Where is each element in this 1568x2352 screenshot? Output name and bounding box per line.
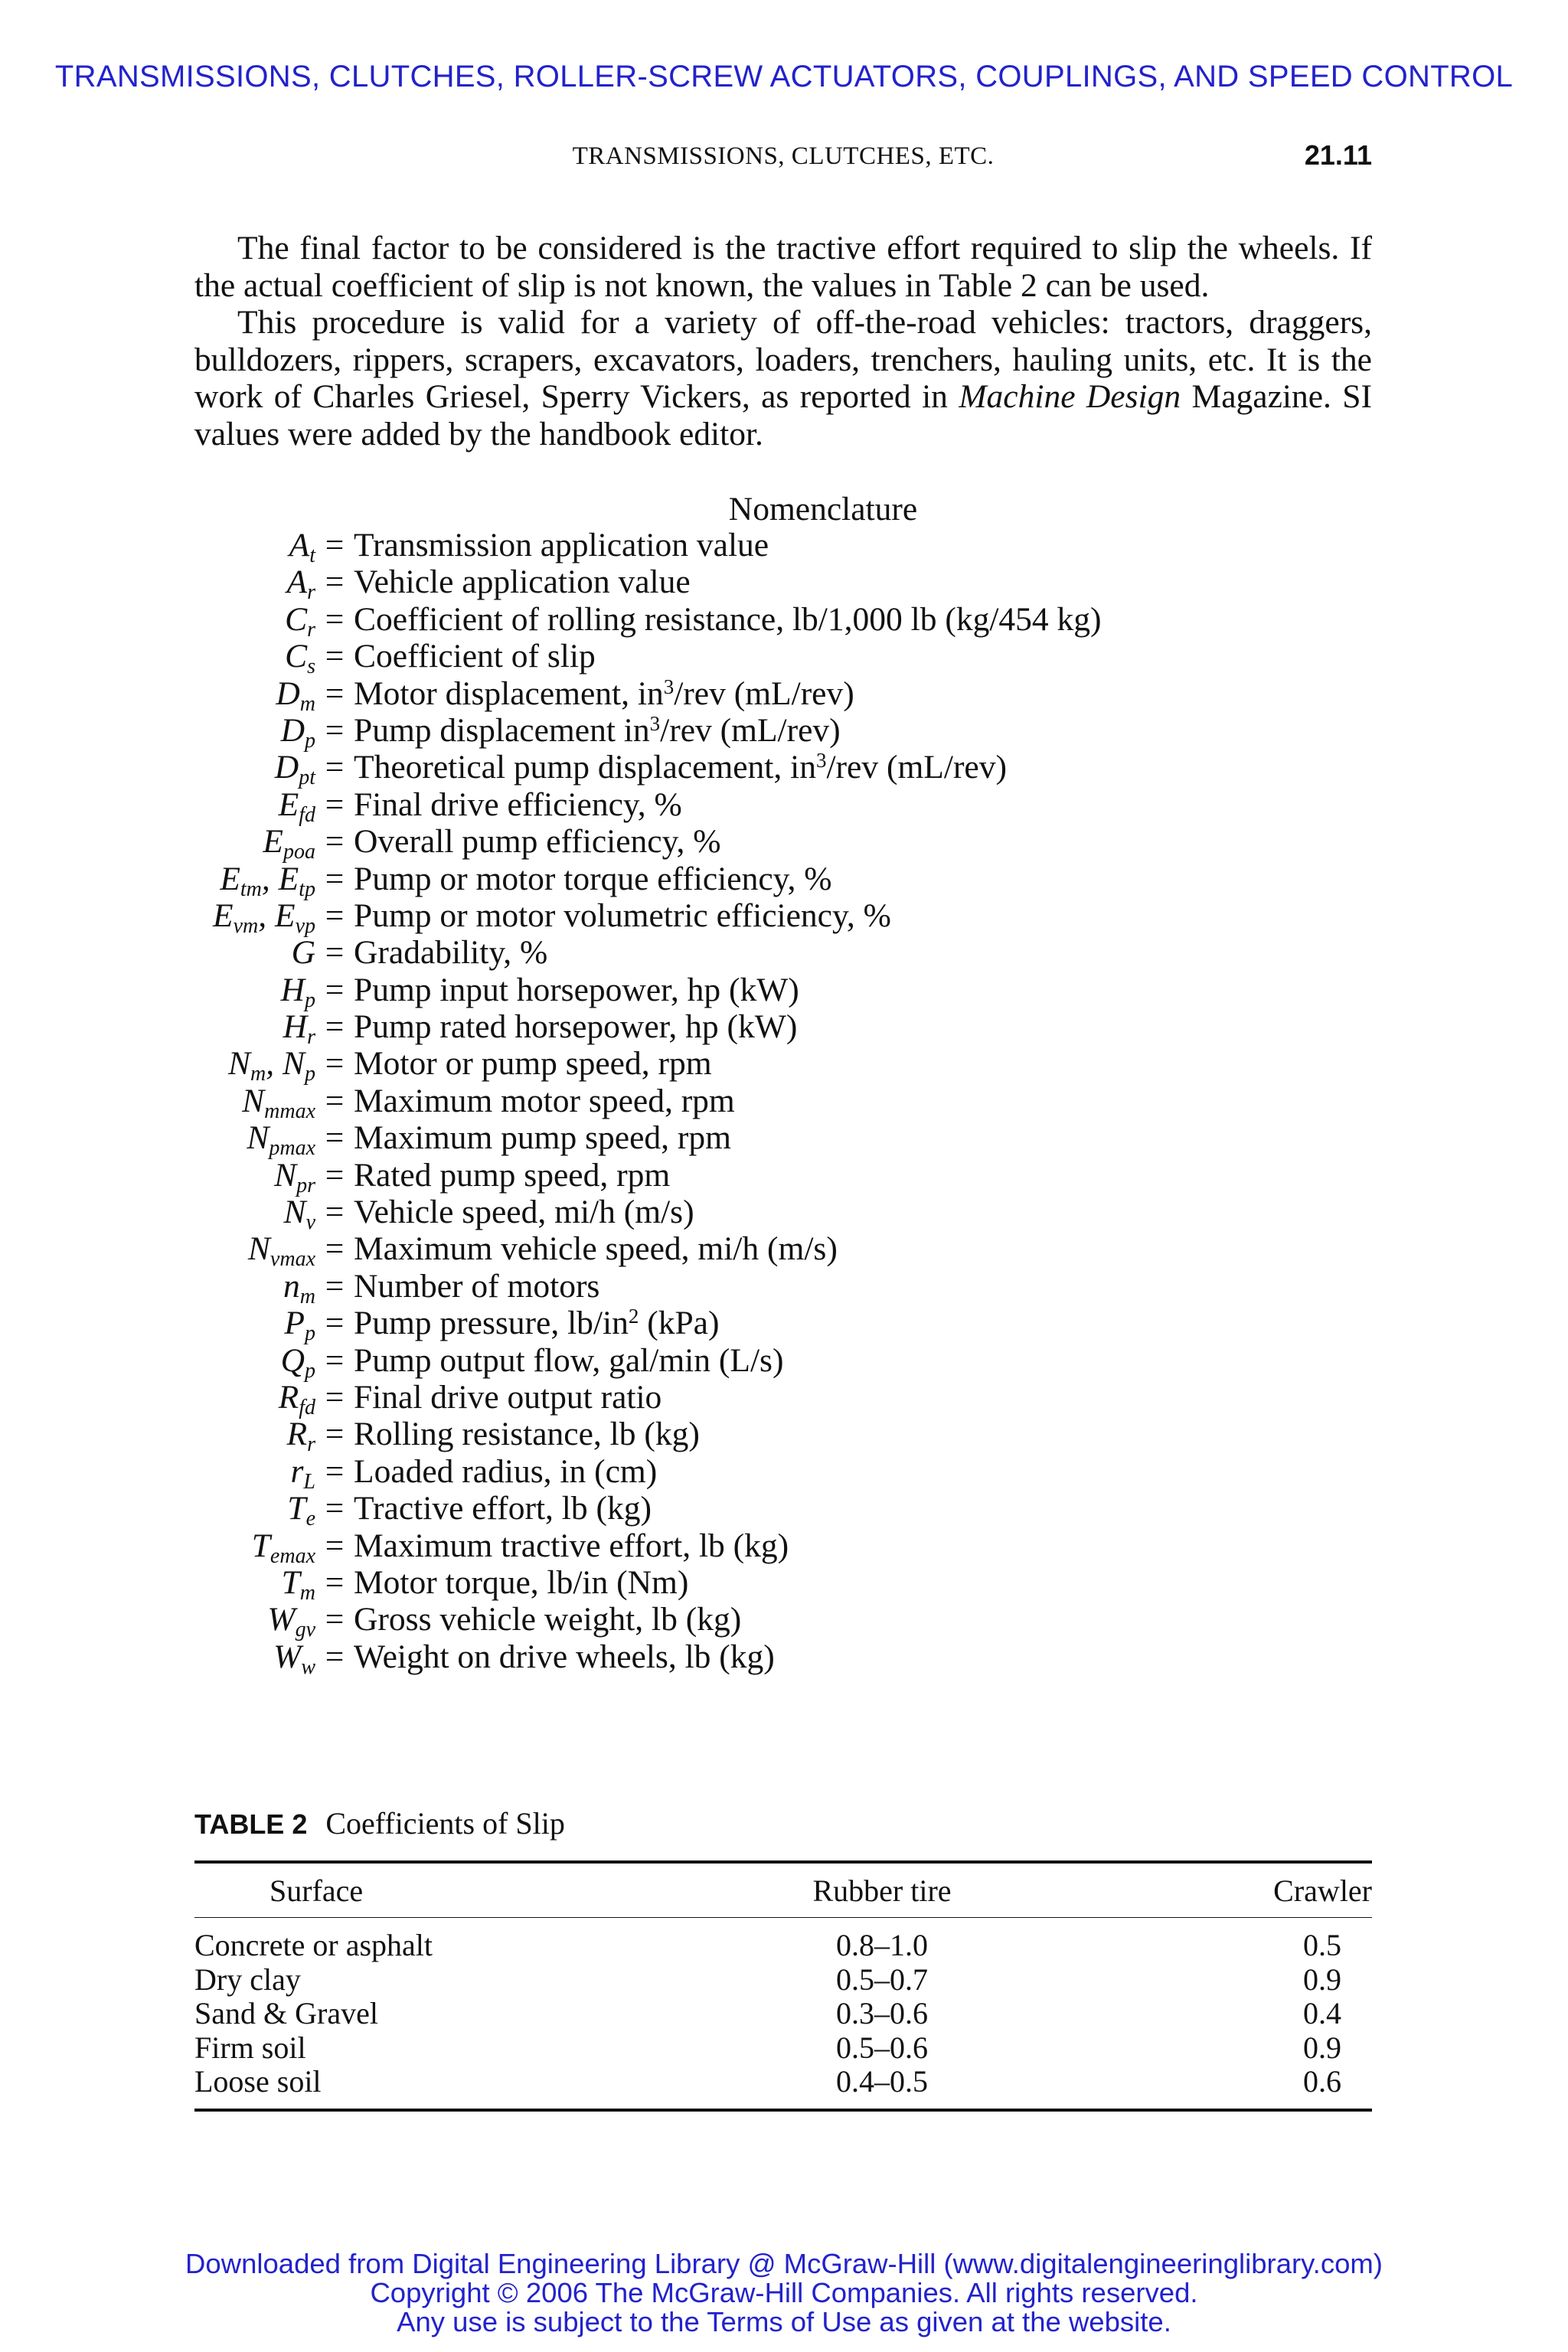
nomenclature-symbol: $R_{fd}$ (278, 1378, 315, 1419)
nomenclature-symbol: $E_{poa}$ (263, 823, 315, 864)
nomenclature-symbol: $N_{mmax}$ (242, 1082, 315, 1123)
nomenclature-symbol: $W_w$ (273, 1638, 315, 1679)
nomenclature-symbol: G (291, 934, 315, 972)
paragraph-2-text: This procedure is valid for a variety of off-the-road vehicles: tractors, draggers, bulldozers, rippers, scrapers, excavators, loaders, trenchers, hauling units, etc. It is the work of Charles Griesel, Sperry Vickers, as reported in (194, 304, 1372, 415)
nomenclature-definition: Pump input horsepower, hp (kW) (354, 971, 799, 1008)
nomenclature-symbol: $E_{tm}$, $E_{tp}$ (220, 860, 315, 901)
equals-sign: = (325, 934, 345, 972)
nomenclature-item (115, 934, 1340, 971)
nomenclature-symbol: $A_t$ (289, 527, 315, 567)
nomenclature-definition: Theoretical pump displacement, $in^3$/rev (mL/rev) (354, 749, 1007, 786)
table-body (194, 1918, 1372, 2110)
nomenclature-item (115, 1601, 1340, 1642)
equals-sign: = (325, 749, 345, 786)
paragraph-2-text-end: Magazine. SI values were added by the handbook editor. (194, 378, 1372, 452)
nomenclature-definition: Pump output flow, gal/min (L/s) (354, 1341, 784, 1379)
nomenclature-definition: Gradability, % (354, 934, 548, 972)
nomenclature-symbol: $T_{emax}$ (251, 1527, 315, 1568)
equals-sign: = (325, 1527, 345, 1564)
nomenclature-symbol: $D_p$ (280, 711, 315, 753)
slip-table (194, 1860, 1372, 2112)
nomenclature-item (115, 1341, 1340, 1383)
nomenclature-definition: Coefficient of slip (354, 638, 596, 675)
nomenclature-definition: Maximum motor speed, rpm (354, 1082, 735, 1119)
nomenclature-item (115, 1008, 1340, 1050)
nomenclature-definition: Maximum pump speed, rpm (354, 1119, 731, 1157)
table-row (194, 2065, 1372, 2110)
nomenclature-definition: Vehicle application value (354, 564, 691, 601)
section-title: TRANSMISSIONS, CLUTCHES, ETC. (572, 142, 995, 170)
equals-sign: = (325, 564, 345, 601)
footer-copyright-line: Copyright © 2006 The McGraw-Hill Companies. All rights reserved. (370, 2277, 1198, 2308)
equals-sign: = (325, 600, 345, 638)
cell-surface: Sand & Gravel (194, 1996, 378, 2030)
equals-sign: = (325, 711, 345, 749)
equals-sign: = (325, 1230, 345, 1268)
cell-rubber-tire: 0.5–0.6 (836, 2030, 928, 2065)
equals-sign: = (325, 638, 345, 675)
equals-sign: = (325, 1194, 345, 1231)
cell-rubber-tire: 0.8–1.0 (836, 1928, 928, 1962)
equals-sign: = (325, 1305, 345, 1342)
nomenclature-symbol: $N_v$ (283, 1194, 315, 1235)
cell-crawler: 0.5 (1303, 1928, 1341, 1962)
equals-sign: = (325, 1601, 345, 1638)
table-label: TABLE 2 (194, 1808, 308, 1840)
nomenclature-item (115, 1194, 1340, 1235)
equals-sign: = (325, 1008, 345, 1046)
nomenclature-item (115, 564, 1340, 605)
nomenclature-item (115, 1156, 1340, 1197)
nomenclature-symbol: $N_{vmax}$ (247, 1230, 315, 1272)
nomenclature-item (115, 1452, 1340, 1494)
cell-rubber-tire: 0.4–0.5 (652, 2065, 1112, 2110)
column-header-crawler: Crawler (1112, 1862, 1372, 1918)
nomenclature-symbol: $C_s$ (285, 638, 315, 679)
equals-sign: = (325, 786, 345, 823)
nomenclature-symbol: $N_{pmax}$ (247, 1119, 315, 1161)
running-head: TRANSMISSIONS, CLUTCHES, ROLLER-SCREW ACTUATORS, COUPLINGS, AND SPEED CONTROL (54, 60, 1514, 93)
nomenclature-definition: Weight on drive wheels, lb (kg) (354, 1638, 775, 1675)
equals-sign: = (325, 1045, 345, 1083)
nomenclature-symbol: $H_r$ (283, 1008, 315, 1050)
nomenclature-item (115, 1490, 1340, 1531)
nomenclature-item (115, 1563, 1340, 1605)
nomenclature-title: Nomenclature (728, 491, 918, 528)
nomenclature-list (115, 527, 1340, 1679)
footer-terms-line: Any use is subject to the Terms of Use as given at the website. (397, 2306, 1171, 2337)
equals-sign: = (325, 1119, 345, 1157)
nomenclature-definition: Pump displacement $in^3$/rev (mL/rev) (354, 711, 841, 749)
table-title: Coefficients of Slip (325, 1806, 565, 1841)
equals-sign: = (325, 1156, 345, 1194)
equals-sign: = (325, 1490, 345, 1527)
nomenclature-item (115, 675, 1340, 716)
nomenclature-symbol: $P_p$ (284, 1305, 315, 1346)
cell-crawler: 0.9 (1303, 2030, 1341, 2065)
equals-sign: = (325, 971, 345, 1008)
nomenclature-definition: Maximum vehicle speed, mi/h (m/s) (354, 1230, 838, 1268)
cell-crawler: 0.6 (1112, 2065, 1372, 2110)
nomenclature-item (115, 1230, 1340, 1272)
paragraph-2 (194, 304, 1372, 452)
nomenclature-definition: Overall pump efficiency, % (354, 823, 721, 861)
cell-rubber-tire: 0.3–0.6 (836, 1996, 928, 2030)
nomenclature-symbol: $Q_p$ (280, 1341, 315, 1383)
cell-rubber-tire: 0.5–0.7 (836, 1962, 928, 1997)
column-header-surface: Surface (194, 1862, 652, 1918)
equals-sign: = (325, 1452, 345, 1490)
equals-sign: = (325, 897, 345, 934)
nomenclature-item (115, 1638, 1340, 1679)
page-header (194, 139, 1372, 178)
nomenclature-item (115, 1119, 1340, 1161)
nomenclature-definition: Pump rated horsepower, hp (kW) (354, 1008, 798, 1046)
nomenclature-definition: Vehicle speed, mi/h (m/s) (354, 1194, 694, 1231)
nomenclature-symbol: $n_m$ (283, 1267, 315, 1308)
journal-title: Machine Design (959, 378, 1181, 415)
cell-crawler: 0.9 (1303, 1962, 1341, 1997)
nomenclature-symbol: $D_{pt}$ (274, 749, 315, 790)
nomenclature-item (115, 786, 1340, 827)
nomenclature-symbol: $D_m$ (276, 675, 315, 716)
nomenclature-symbol: $R_r$ (286, 1416, 315, 1457)
equals-sign: = (325, 1267, 345, 1305)
equals-sign: = (325, 1638, 345, 1675)
nomenclature-item (115, 527, 1340, 567)
nomenclature-symbol: $T_e$ (287, 1490, 315, 1531)
nomenclature-symbol: $A_r$ (286, 564, 315, 605)
nomenclature-definition: Motor displacement, $in^3$/rev (mL/rev) (354, 675, 854, 712)
nomenclature-item (115, 1267, 1340, 1308)
footer-download-line: Downloaded from Digital Engineering Library @ McGraw-Hill (www.digitalengineeringlibrary.com) (185, 2248, 1383, 2279)
nomenclature-item (115, 971, 1340, 1012)
equals-sign: = (325, 1341, 345, 1379)
table-caption (194, 1805, 565, 1841)
nomenclature-definition: Pump or motor torque efficiency, % (354, 860, 832, 897)
page-number: 21.11 (1304, 139, 1372, 171)
nomenclature-symbol: $T_m$ (281, 1563, 315, 1605)
paragraph-1: The final factor to be considered is the tractive effort required to slip the wheels. If the actual coefficient of slip is not known, the values in Table 2 can be used. (194, 230, 1372, 304)
nomenclature-item (115, 711, 1340, 753)
equals-sign: = (325, 823, 345, 861)
nomenclature-definition: Tractive effort, lb (kg) (354, 1490, 652, 1527)
cell-crawler: 0.4 (1303, 1996, 1341, 2030)
nomenclature-symbol: $W_{gv}$ (267, 1601, 315, 1642)
equals-sign: = (325, 527, 345, 564)
nomenclature-definition: Number of motors (354, 1267, 600, 1305)
column-header-rubber-tire: Rubber tire (652, 1862, 1112, 1918)
table-row (194, 1997, 1372, 2031)
nomenclature-symbol: $N_{pr}$ (274, 1156, 315, 1197)
nomenclature-symbol: $N_m$, $N_p$ (227, 1045, 315, 1086)
nomenclature-definition: Transmission application value (354, 527, 769, 564)
nomenclature-definition: Coefficient of rolling resistance, lb/1,000 lb (kg/454 kg) (354, 600, 1102, 638)
nomenclature-symbol: $E_{vm}$, $E_{vp}$ (213, 897, 315, 938)
nomenclature-symbol: $C_r$ (285, 600, 315, 642)
nomenclature-item (115, 1378, 1340, 1419)
nomenclature-item (115, 749, 1340, 790)
cell-surface: Concrete or asphalt (194, 1928, 433, 1962)
cell-surface: Dry clay (194, 1962, 301, 1997)
nomenclature-symbol: $r_L$ (290, 1452, 315, 1494)
nomenclature-definition: Gross vehicle weight, lb (kg) (354, 1601, 742, 1638)
nomenclature-definition: Final drive efficiency, % (354, 786, 682, 823)
nomenclature-item (115, 1082, 1340, 1123)
nomenclature-definition: Final drive output ratio (354, 1378, 662, 1416)
equals-sign: = (325, 860, 345, 897)
equals-sign: = (325, 1082, 345, 1119)
nomenclature-definition: Pump or motor volumetric efficiency, % (354, 897, 891, 934)
nomenclature-definition: Rated pump speed, rpm (354, 1156, 671, 1194)
cell-surface: Firm soil (194, 2030, 306, 2065)
body-text (194, 230, 1372, 452)
nomenclature-item (115, 823, 1340, 864)
nomenclature-definition: Maximum tractive effort, lb (kg) (354, 1527, 789, 1564)
equals-sign: = (325, 675, 345, 712)
nomenclature-symbol: $E_{fd}$ (278, 786, 315, 827)
nomenclature-definition: Rolling resistance, lb (kg) (354, 1416, 700, 1453)
equals-sign: = (325, 1416, 345, 1453)
nomenclature-definition: Loaded radius, in (cm) (354, 1452, 658, 1490)
nomenclature-definition: Pump pressure, $lb/in^2$ (kPa) (354, 1305, 720, 1342)
nomenclature-item (115, 638, 1340, 679)
table-row (194, 2031, 1372, 2066)
nomenclature-symbol: $H_p$ (280, 971, 315, 1012)
nomenclature-item (115, 600, 1340, 642)
equals-sign: = (325, 1378, 345, 1416)
footer (0, 2249, 1568, 2337)
nomenclature-item (115, 1416, 1340, 1457)
nomenclature-definition: Motor or pump speed, rpm (354, 1045, 712, 1083)
nomenclature-item (115, 860, 1340, 901)
table-header-row (194, 1862, 1372, 1918)
nomenclature-item (115, 1527, 1340, 1568)
nomenclature-item (115, 897, 1340, 938)
nomenclature-item (115, 1045, 1340, 1086)
cell-surface: Loose soil (194, 2065, 652, 2110)
table-row (194, 1963, 1372, 1998)
equals-sign: = (325, 1563, 345, 1601)
table-row (194, 1918, 1372, 1963)
nomenclature-definition: Motor torque, lb/in (Nm) (354, 1563, 689, 1601)
nomenclature-item (115, 1305, 1340, 1346)
